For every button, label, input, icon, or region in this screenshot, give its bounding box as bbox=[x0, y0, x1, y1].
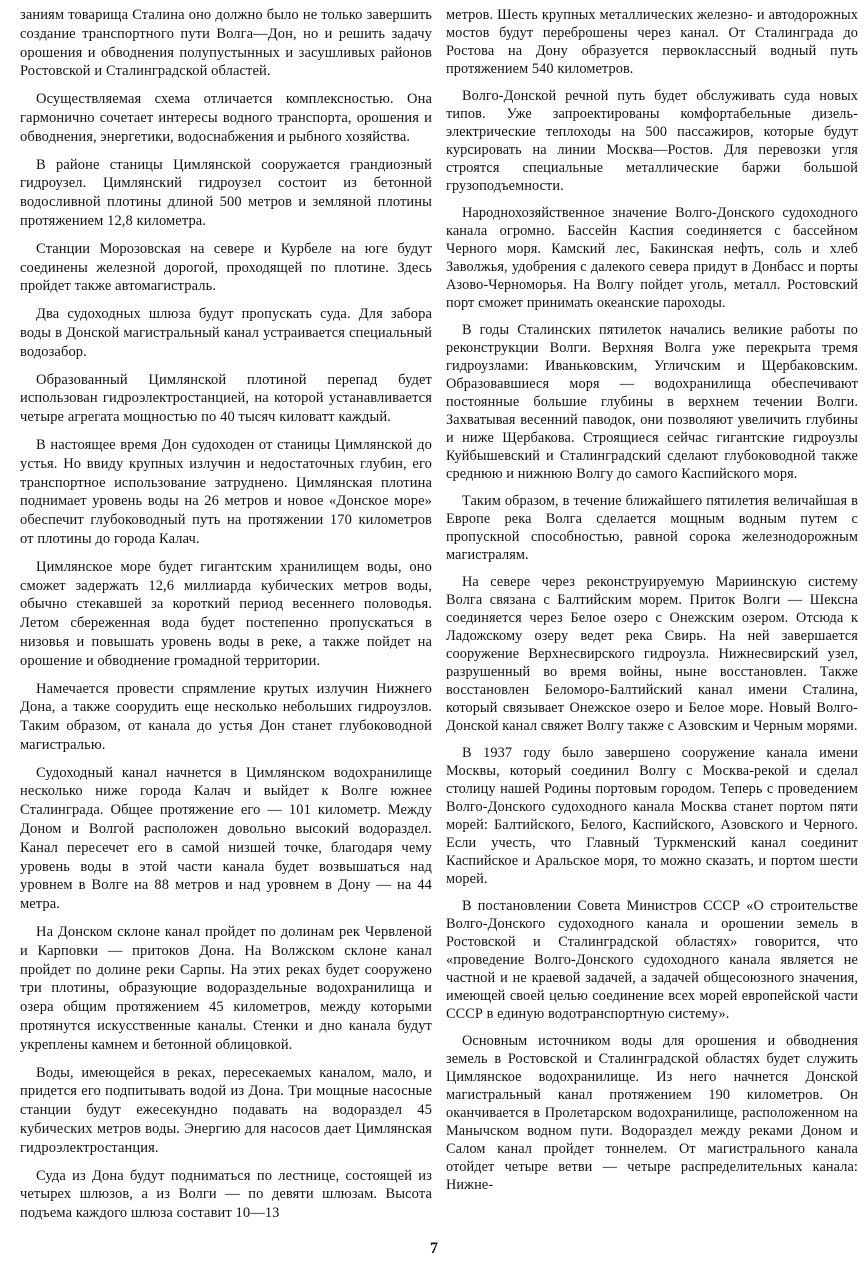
paragraph: Воды, имеющейся в реках, пересекаемых каналом, мало, и придется его подпитывать водой из Дона. Три мощные насосные станции будут ежесекундно подавать на водораздел 45 кубических метров воды. Энергию для насосов дает Цимлянская гидроэлектростанция. bbox=[20, 1064, 432, 1156]
paragraph: Образованный Цимлянской плотиной перепад будет использован гидроэлектростанцией, на которой устанавливается четыре агрегата мощностью по 40 тысяч киловатт каждый. bbox=[20, 371, 432, 426]
paragraph: Таким образом, в течение ближайшего пятилетия величайшая в Европе река Волга сделается мощным водным путем с пропускной способностью, равной сорока железнодорожным магистралям. bbox=[446, 493, 858, 563]
paragraph: В настоящее время Дон судоходен от станицы Цимлянской до устья. Но ввиду крупных излучин и недостаточных глубин, его транспортное использование затруднено. Цимлянская плотина поднимает уровень воды на 26 метров и новое «Донское море» обеспечит глубоководный путь на протяжении 170 километров от плотины до города Калач. bbox=[20, 436, 432, 547]
left-column bbox=[20, 6, 432, 1232]
paragraph: На Донском склоне канал пройдет по долинам рек Червленой и Карповки — притоков Дона. На Волжском склоне канал пройдет по долине реки Сарпы. На этих реках будет сооружено три плотины, образующие водораздельные водохранилища и озера общим протяжением 45 километров, между которыми протянутся искусственные каналы. Стенки и дно канала будут укреплены камнем и бетонной облицовкой. bbox=[20, 924, 432, 1053]
page-number: 7 bbox=[430, 1240, 438, 1257]
paragraph: заниям товарища Сталина оно должно было не только завершить создание транспортного пути Волга—Дон, но и решить задачу орошения и обводнения полупустынных и засушливых районов Ростовской и Сталинградской областей. bbox=[20, 7, 432, 80]
paragraph: Судоходный канал начнется в Цимлянском водохранилище несколько ниже города Калач и выйдет к Волге южнее Сталинграда. Общее протяжение его — 101 километр. Между Доном и Волгой расположен довольно высокий водораздел. Канал пересечет его в самой низшей точке, благодаря чему уровень воды в этой части канала будет возвышаться над уровнем в Волге на 88 метров и над уровнем в Дону — на 44 метра. bbox=[20, 764, 432, 913]
paragraph: метров. Шесть крупных металлических железно- и автодорожных мостов будут переброшены через канал. От Сталинграда до Ростова на Дону образуется первоклассный водный путь протяжением 540 километров. bbox=[446, 7, 858, 77]
paragraph: В районе станицы Цимлянской сооружается грандиозный гидроузел. Цимлянский гидроузел состоит из бетонной водосливной плотины длиной 500 метров и земляной плотины протяжением 12,8 километра. bbox=[20, 156, 432, 229]
paragraph: Суда из Дона будут подниматься по лестнице, состоящей из четырех шлюзов, а из Волги — по девяти шлюзам. Высота подъема каждого шлюза составит 10—13 bbox=[20, 1167, 432, 1222]
right-column bbox=[446, 6, 858, 1203]
paragraph: Основным источником воды для орошения и обводнения земель в Ростовской и Сталинградской областях будет служить Цимлянское водохранилище. Из него начнется Донской магистральный канал протяжением 190 километров. Он оканчивается в Пролетарском водохранилище, расположенном на Манычском водном пути. Водораздел между реками Доном и Салом канал пройдет тоннелем. От магистрального канала отойдет четыре ветви — четыре распределительных канала: Нижне- bbox=[446, 1033, 858, 1193]
paragraph: В годы Сталинских пятилеток начались великие работы по реконструкции Волги. Верхняя Волга уже перекрыта тремя гидроузлами: Иваньковским, Угличским и Щербаковским. Образовавшиеся моря — водохранилища обеспечивают постоянные большие глубины в верхнем течении Волги. Захватывая весенний паводок, они позволяют увеличить глубины и ниже Щербакова. Строящиеся сейчас гигантские гидроузлы Куйбышевский и Сталинградский сделают глубоководной также среднюю и нижнюю Волгу до самого Каспийского моря. bbox=[446, 322, 858, 482]
paragraph: Намечается провести спрямление крутых излучин Нижнего Дона, а также соорудить еще несколько небольших гидроузлов. Таким образом, от канала до устья Дон станет глубоководной магистралью. bbox=[20, 680, 432, 753]
paragraph: Станции Морозовская на севере и Курбеле на юге будут соединены железной дорогой, проходящей по плотине. Здесь пройдет также автомагистраль. bbox=[20, 240, 432, 295]
paragraph: Цимлянское море будет гигантским хранилищем воды, оно сможет задержать 12,6 миллиарда кубических метров воды, обычно стекавшей за короткий период весеннего половодья. Летом сбереженная вода будет постепенно пропускаться в низовья и повышать уровень воды в реке, а также пойдет на орошение и обводнение громадной территории. bbox=[20, 558, 432, 669]
paragraph: Волго-Донской речной путь будет обслуживать суда новых типов. Уже запроектированы комфортабельные дизель-электрические теплоходы на 500 пассажиров, которые будут курсировать на линии Москва—Ростов. Для перевозки угля строятся специальные металлические баржи большой грузоподъемности. bbox=[446, 88, 858, 194]
paragraph: На севере через реконструируемую Мариинскую систему Волга связана с Балтийским морем. Приток Волги — Шексна соединяется через Белое озеро с Онежским озером. Отсюда к Ладожскому озеру ведет река Свирь. На ней завершается сооружение Верхнесвирского гидроузла. Нижнесвирский узел, разрушенный во время войны, ныне восстановлен. Также восстановлен Беломоро-Балтийский канал имени Сталина, который связывает Онежское озеро и Белое море. Новый Волго-Донской канал свяжет Волгу также с Азовским и Черным морями. bbox=[446, 574, 858, 734]
paragraph: В постановлении Совета Министров СССР «О строительстве Волго-Донского судоходного канала и орошении земель в Ростовской и Сталинградской областях» говорится, что «проведение Волго-Донского судоходного канала является не частной и не краевой задачей, а задачей общесоюзного значения, имеющей своей целью соединение всех морей европейской части СССР в единую водотранспортную систему». bbox=[446, 898, 858, 1022]
paragraph: Осуществляемая схема отличается комплексностью. Она гармонично сочетает интересы водного транспорта, орошения и обводнения, энергетики, водоснабжения и рыбного хозяйства. bbox=[20, 91, 432, 145]
paragraph: В 1937 году было завершено сооружение канала имени Москвы, который соединил Волгу с Москва-рекой и сделал столицу нашей Родины портовым городом. Теперь с проведением Волго-Донского судоходного канала Москва станет портом пяти морей: Балтийского, Белого, Каспийского, Азовского и Черного. Если учесть, что Главный Туркменский канал соединит Каспийское и Аральское моря, то можно сказать, и портом шести морей. bbox=[446, 745, 858, 887]
paragraph: Народнохозяйственное значение Волго-Донского судоходного канала огромно. Бассейн Каспия соединяется с бассейном Черного моря. Камский лес, Бакинская нефть, соль и хлеб Заволжья, удобрения с далекого севера придут в Донбасс и порты Азово-Черноморья. На Волгу пойдет уголь, металл. Ростовский порт сможет принимать океанские пароходы. bbox=[446, 205, 858, 311]
paragraph: Два судоходных шлюза будут пропускать суда. Для забора воды в Донской магистральный канал устраивается специальный водозабор. bbox=[20, 306, 432, 360]
